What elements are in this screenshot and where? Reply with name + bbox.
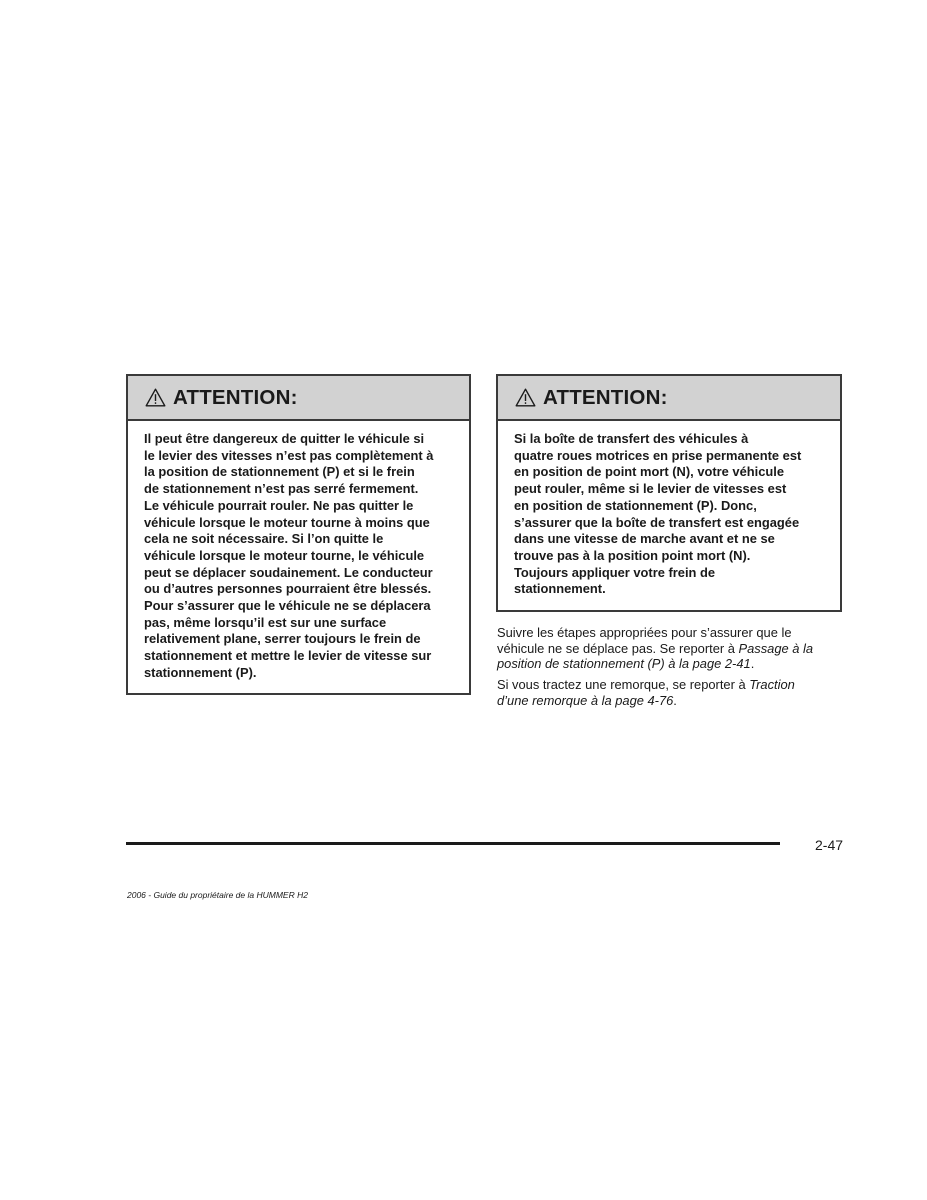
body-paragraph-parking-steps (497, 625, 847, 672)
paragraph-line (497, 677, 847, 693)
caution-line: quatre roues motrices en prise permanente est (514, 447, 802, 463)
caution-line: trouve pas à la position point mort (N). (514, 547, 751, 563)
caution-line: ou d’autres personnes pourraient être blessés. (144, 581, 432, 597)
body-paragraph-trailer (497, 677, 847, 708)
caution-line: relativement plane, serrer toujours le frein de (144, 631, 421, 647)
paragraph-line (497, 693, 847, 709)
caution-text (498, 421, 840, 598)
caution-line: Le véhicule pourrait rouler. Ne pas quitter le (144, 497, 414, 513)
caution-line: peut se déplacer soudainement. Le conducteur (144, 564, 433, 580)
caution-line: dans une vitesse de marche avant et ne se (514, 531, 775, 547)
caution-title: ATTENTION: (173, 385, 298, 409)
caution-line: Pour s’assurer que le véhicule ne se déplacera (144, 598, 431, 614)
caution-line: le levier des vitesses n’est pas complètement à (144, 447, 434, 463)
caution-header (498, 376, 840, 421)
paragraph-text: Si vous tractez une remorque, se reporter à (497, 677, 750, 692)
caution-line: peut rouler, même si le levier de vitesses est (514, 481, 787, 497)
caution-line: véhicule lorsque le moteur tourne à moins que (144, 514, 430, 530)
paragraph-text: véhicule ne se déplace pas. Se reporter à (497, 640, 739, 656)
caution-box-parking (126, 374, 471, 695)
caution-title: ATTENTION: (543, 385, 668, 409)
cross-reference-link[interactable]: Traction (749, 677, 795, 692)
caution-header (128, 376, 469, 421)
paragraph-line (497, 656, 847, 672)
paragraph-text: . (750, 656, 755, 671)
caution-line: Il peut être dangereux de quitter le véhicule si (144, 431, 425, 446)
cross-reference-link[interactable]: position de stationnement (P) à la page 2-41 (497, 656, 751, 671)
caution-box-transfer-case (496, 374, 842, 612)
caution-line: Toujours appliquer votre frein de (514, 564, 716, 580)
paragraph-line: Suivre les étapes appropriées pour s’assurer que le (497, 625, 792, 640)
caution-line: véhicule lorsque le moteur tourne, le véhicule (144, 547, 425, 563)
caution-text (128, 421, 469, 682)
caution-line: de stationnement n’est pas serré fermement. (144, 481, 419, 497)
warning-triangle-icon (145, 388, 166, 407)
caution-line: en position de point mort (N), votre véhicule (514, 464, 785, 480)
caution-line: stationnement. (514, 581, 606, 597)
caution-line: stationnement et mettre le levier de vitesse sur (144, 648, 432, 664)
page-number: 2-47 (815, 837, 844, 853)
footer-divider (126, 842, 780, 845)
warning-triangle-icon (515, 388, 536, 407)
caution-line: la position de stationnement (P) et si le frein (144, 464, 415, 480)
caution-line: en position de stationnement (P). Donc, (514, 497, 757, 513)
document-footer: 2006 - Guide du propriétaire de la HUMMER H2 (127, 890, 308, 900)
caution-line: stationnement (P). (144, 664, 257, 680)
caution-line: Si la boîte de transfert des véhicules à (514, 431, 749, 446)
cross-reference-link[interactable]: Passage à la (738, 640, 814, 656)
paragraph-line (497, 641, 847, 657)
caution-line: s’assurer que la boîte de transfert est engagée (514, 514, 800, 530)
caution-line: pas, même lorsqu’il est sur une surface (144, 614, 387, 630)
caution-line: cela ne soit nécessaire. Si l’on quitte le (144, 531, 384, 547)
paragraph-text: . (673, 692, 677, 708)
cross-reference-link[interactable]: d’une remorque à la page 4-76 (497, 692, 674, 708)
